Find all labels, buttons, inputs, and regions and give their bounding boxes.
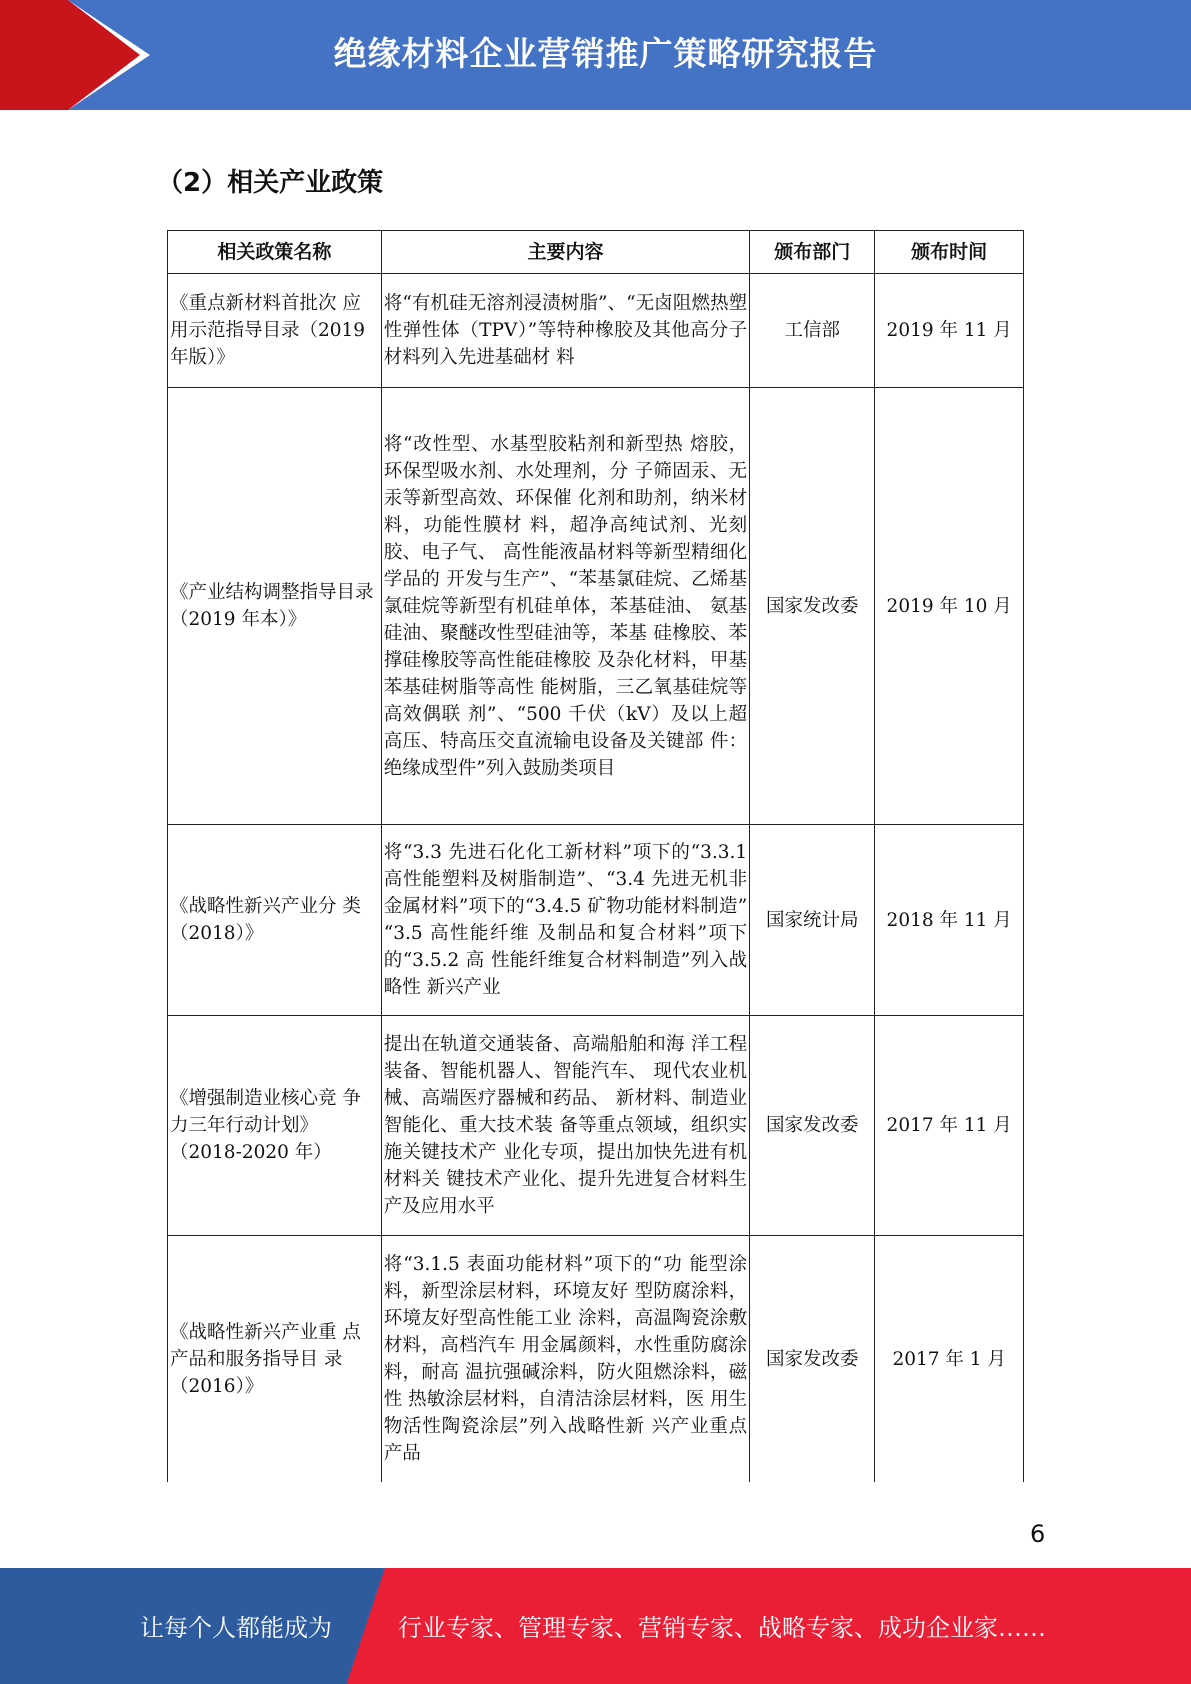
policy-dept: 国家统计局 [750,825,875,1016]
policy-date: 2017 年 1 月 [875,1236,1024,1483]
policy-date: 2018 年 11 月 [875,825,1024,1016]
policy-content: 将“3.1.5 表面功能材料”项下的“功 能型涂料，新型涂层材料，环境友好 型防腐涂料，环境友好型高性能工业 涂料，高温陶瓷涂敷材料，高档汽车 用金属颜料，水性重防腐涂料，耐高 温抗强碱涂料，防火阻燃涂料，磁性 热敏涂层材料，自清洁涂层材料，医 用生物活性陶瓷涂层”列入战略性新 兴产业重点产品 [381,1236,749,1483]
policy-name: 《战略性新兴产业分 类（2018）》 [168,825,382,1016]
column-header-content: 主要内容 [381,231,749,274]
table-row [168,1016,1024,1236]
policy-dept: 工信部 [750,274,875,388]
policy-name: 《重点新材料首批次 应用示范指导目录（2019 年版）》 [168,274,382,388]
document-title: 绝缘材料企业营销推广策略研究报告 [333,34,878,73]
policy-content: 将“有机硅无溶剂浸渍树脂”、“无卤阻燃热塑性弹性体（TPV）”等特种橡胶及其他高分子材料列入先进基础材 料 [381,274,749,388]
policy-date: 2019 年 10 月 [875,388,1024,825]
policy-date: 2017 年 11 月 [875,1016,1024,1236]
page-footer [0,1568,1191,1684]
policy-content: 将“改性型、水基型胶粘剂和新型热 熔胶，环保型吸水剂、水处理剂，分 子筛固汞、无汞等新型高效、环保催 化剂和助剂，纳米材料，功能性膜材 料，超净高纯试剂、光刻胶、电子气、 高性能液晶材料等新型精细化学品的 开发与生产”、“苯基氯硅烷、乙烯基 氯硅烷等新型有机硅单体，苯基硅油、 氨基硅油、聚醚改性型硅油等，苯基 硅橡胶、苯撑硅橡胶等高性能硅橡胶 及杂化材料，甲基苯基硅树脂等高性 能树脂，三乙氧基硅烷等高效偶联 剂”、“500 千伏（kV）及以上超高压、特高压交直流输电设备及关键部 件： 绝缘成型件”列入鼓励类项目 [381,388,749,825]
policy-name: 《产业结构调整指导目录（2019 年本）》 [168,388,382,825]
column-header-name: 相关政策名称 [168,231,382,274]
column-header-date: 颁布时间 [875,231,1024,274]
section-heading: （2）相关产业政策 [157,168,384,198]
page-header [0,0,1191,110]
policy-dept: 国家发改委 [750,1236,875,1483]
policy-content: 将“3.3 先进石化化工新材料”项下的“3.3.1 高性能塑料及树脂制造”、“3.4 先进无机非金属材料”项下的“3.4.5 矿物功能材料制造” “3.5 高性能纤维 及制品和复合材料”项下的“3.5.2 高 性能纤维复合材料制造”列入战略性 新兴产业 [381,825,749,1016]
policy-dept: 国家发改委 [750,388,875,825]
page-number: 6 [1030,1520,1046,1548]
policy-dept: 国家发改委 [750,1016,875,1236]
table-row [168,825,1024,1016]
table-row [168,388,1024,825]
table-header-row [168,231,1024,274]
footer-slogan-left: 让每个人都能成为 [140,1614,332,1642]
policy-date: 2019 年 11 月 [875,274,1024,388]
policy-content: 提出在轨道交通装备、高端船舶和海 洋工程装备、智能机器人、智能汽车、 现代农业机械、高端医疗器械和药品、 新材料、制造业智能化、重大技术装 备等重点领域，组织实施关键技术产 业化专项，提出加快先进有机材料关 键技术产业化、提升先进复合材料生 产及应用水平 [381,1016,749,1236]
column-header-dept: 颁布部门 [750,231,875,274]
footer-slogan-right: 行业专家、管理专家、营销专家、战略专家、成功企业家…… [398,1614,1046,1642]
table-row [168,1236,1024,1483]
policy-table [167,230,1024,1482]
table-row [168,274,1024,388]
policy-name: 《增强制造业核心竞 争力三年行动计划》（2018-2020 年） [168,1016,382,1236]
policy-name: 《战略性新兴产业重 点产品和服务指导目 录（2016）》 [168,1236,382,1483]
